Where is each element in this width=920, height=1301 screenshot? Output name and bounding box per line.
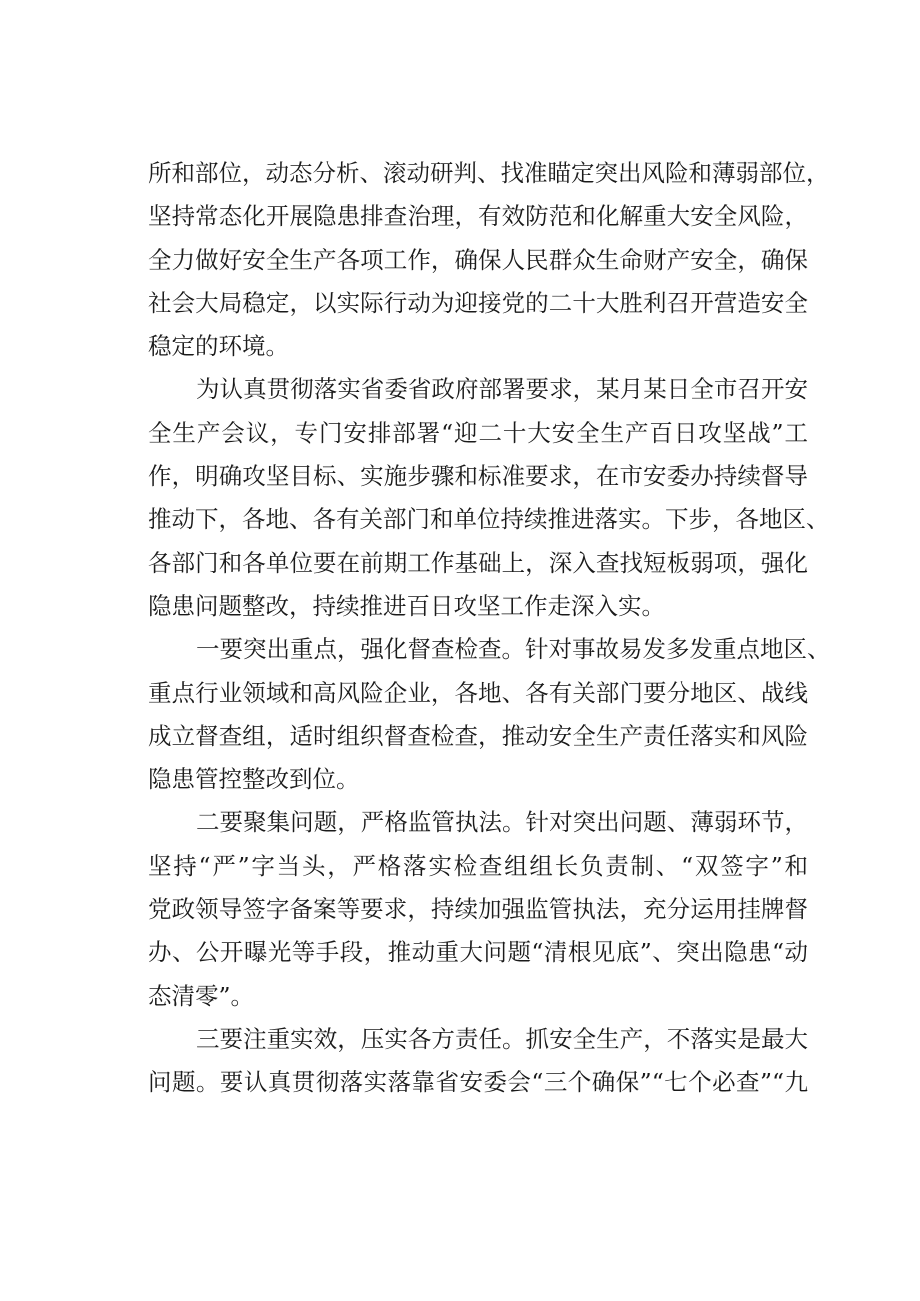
text-line: 隐患问题整改，持续推进百日攻坚工作走深入实。 [148,591,665,620]
text-line: 态清零”。 [148,981,255,1010]
text-line: 坚持“严”字当头，严格落实检查组组长负责制、“双签字”和 [148,851,808,880]
text-line: 坚持常态化开展隐患排查治理，有效防范和化解重大安全风险， [148,202,808,231]
text-line: 全力做好安全生产各项工作，确保人民群众生命财产安全，确保 [148,245,808,274]
text-line: 为认真贯彻落实省委省政府部署要求，某月某日全市召开安 [196,375,808,404]
paragraph-3 [148,628,831,801]
text-line: 全生产会议，专门安排部署“迎二十大安全生产百日攻坚战”工 [148,418,808,447]
text-line: 推动下，各地、各有关部门和单位持续推进落实。下步，各地区、 [148,505,830,534]
text-line: 一要突出重点，强化督查检查。针对事故易发多发重点地区、 [196,635,831,664]
paragraph-1 [148,152,830,368]
paragraph-4 [148,801,808,1017]
text-line: 隐患管控整改到位。 [148,765,360,794]
text-line: 二要聚集问题，严格监管执法。针对突出问题、薄弱环节， [196,808,808,837]
text-line: 所和部位，动态分析、滚动研判、找准瞄定突出风险和薄弱部位， [148,159,830,187]
text-line: 三要注重实效，压实各方责任。抓安全生产，不落实是最大 [196,1024,808,1053]
text-line: 各部门和各单位要在前期工作基础上，深入查找短板弱项，强化 [148,548,808,577]
text-line: 作，明确攻坚目标、实施步骤和标准要求，在市安委办持续督导 [148,462,808,491]
text-line: 稳定的环境。 [148,332,289,361]
document-body [148,152,831,1105]
text-line: 办、公开曝光等手段，推动重大问题“清根见底”、突出隐患“动 [148,938,808,967]
text-line: 成立督查组，适时组织督查检查，推动安全生产责任落实和风险 [148,721,808,750]
paragraph-2 [148,368,830,628]
text-line: 党政领导签字备案等要求，持续加强监管执法，充分运用挂牌督 [148,895,808,924]
paragraph-5 [148,1018,808,1105]
text-line: 重点行业领域和高风险企业，各地、各有关部门要分地区、战线 [148,678,808,707]
text-line: 社会大局稳定，以实际行动为迎接党的二十大胜利召开营造安全 [148,288,808,317]
text-line: 问题。要认真贯彻落实落靠省安委会“三个确保”“七个必查”“九 [148,1068,808,1097]
